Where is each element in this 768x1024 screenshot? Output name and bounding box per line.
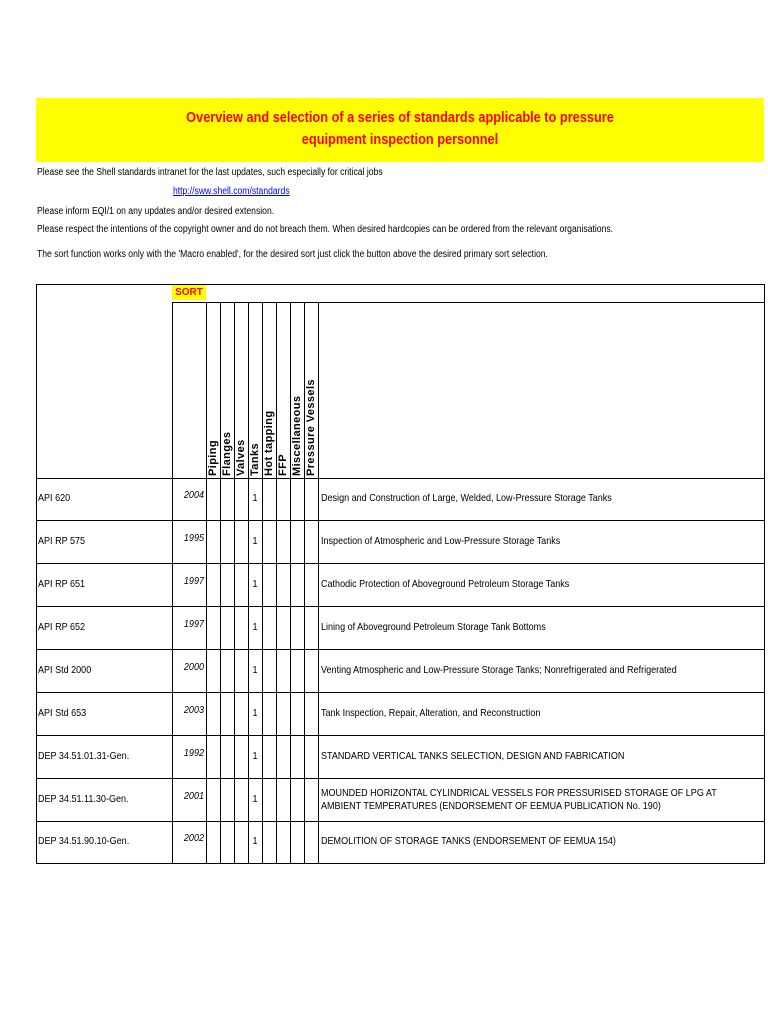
grid-line xyxy=(36,863,764,864)
title-line-1: Overview and selection of a series of standards applicable to pressure xyxy=(186,110,614,126)
standard-description: MOUNDED HORIZONTAL CYLINDRICAL VESSELS FOR PRESSURISED STORAGE OF LPG AT AMBIENT TEMPERATURES (ENDORSEMENT OF EEMUA PUBLICATION No. 190) xyxy=(321,786,717,812)
column-header[interactable] xyxy=(305,304,318,476)
column-header-label: Tanks xyxy=(249,443,261,476)
grid-line xyxy=(318,302,319,864)
standard-description: STANDARD VERTICAL TANKS SELECTION, DESIGN AND FABRICATION xyxy=(321,749,625,762)
standard-code: DEP 34.51.11.30-Gen. xyxy=(38,792,129,805)
standard-description: Venting Atmospheric and Low-Pressure Storage Tanks; Nonrefrigerated and Refrigerated xyxy=(321,663,677,676)
column-header[interactable] xyxy=(221,304,234,476)
column-header[interactable] xyxy=(235,304,248,476)
standard-code: API RP 651 xyxy=(38,577,86,590)
grid-line xyxy=(36,735,764,736)
tanks-flag: 1 xyxy=(252,792,258,805)
sort-button[interactable]: SORT xyxy=(172,285,206,300)
note-inform: Please inform EQI/1 on any updates and/or desired extension. xyxy=(37,206,275,217)
tanks-flag: 1 xyxy=(252,663,258,676)
tanks-flag: 1 xyxy=(252,492,258,504)
grid-line xyxy=(36,649,764,650)
title-banner xyxy=(36,98,764,162)
standard-code: API RP 575 xyxy=(38,534,86,547)
standard-code: API RP 652 xyxy=(38,620,86,633)
grid-line xyxy=(172,302,173,864)
standards-link[interactable]: http://sww.shell.com/standards xyxy=(173,186,290,197)
column-header[interactable] xyxy=(207,304,220,476)
standard-year: 2002 xyxy=(183,832,204,844)
column-header-label: Flanges xyxy=(221,431,233,476)
standard-code: API Std 653 xyxy=(38,706,87,719)
grid-line xyxy=(36,606,764,607)
title-line-2: equipment inspection personnel xyxy=(301,132,499,148)
tanks-flag: 1 xyxy=(252,835,258,847)
standard-year: 1997 xyxy=(183,617,204,630)
grid-line xyxy=(36,284,37,864)
standard-year: 1997 xyxy=(183,574,204,587)
standard-description: Lining of Aboveground Petroleum Storage Tank Bottoms xyxy=(321,620,546,633)
tanks-flag: 1 xyxy=(252,749,258,762)
standard-description: Inspection of Atmospheric and Low-Pressure Storage Tanks xyxy=(321,534,561,547)
standard-code: API 620 xyxy=(38,492,71,504)
tanks-flag: 1 xyxy=(252,534,258,547)
grid-line xyxy=(36,520,764,521)
standard-code: API Std 2000 xyxy=(38,663,92,676)
column-header-label: Piping xyxy=(207,439,219,476)
grid-line xyxy=(36,284,764,285)
grid-line xyxy=(172,302,764,303)
standard-description: DEMOLITION OF STORAGE TANKS (ENDORSEMENT OF EEMUA 154) xyxy=(321,835,616,847)
standard-year: 2000 xyxy=(183,660,204,673)
grid-line xyxy=(36,478,764,479)
tanks-flag: 1 xyxy=(252,620,258,633)
tanks-flag: 1 xyxy=(252,577,258,590)
column-header-label: Pressure Vessels xyxy=(305,379,317,476)
grid-line xyxy=(36,563,764,564)
tanks-flag: 1 xyxy=(252,706,258,719)
standard-description: Design and Construction of Large, Welded, Low-Pressure Storage Tanks xyxy=(321,492,612,504)
column-header[interactable] xyxy=(263,304,276,476)
standard-code: DEP 34.51.01.31-Gen. xyxy=(38,749,130,762)
column-header-label: Miscellaneous xyxy=(291,395,303,476)
standard-description: Tank Inspection, Repair, Alteration, and Reconstruction xyxy=(321,706,541,719)
standard-description: Cathodic Protection of Aboveground Petroleum Storage Tanks xyxy=(321,577,570,590)
standard-year: 1992 xyxy=(183,746,204,759)
column-header-label: FFP xyxy=(277,454,289,476)
standard-code: DEP 34.51.90.10-Gen. xyxy=(38,835,130,847)
column-header[interactable] xyxy=(291,304,304,476)
standard-year: 1995 xyxy=(183,531,204,544)
column-header-label: Hot tapping xyxy=(263,410,275,476)
column-header[interactable] xyxy=(249,304,262,476)
grid-line xyxy=(764,284,765,864)
grid-line xyxy=(36,778,764,779)
standard-year: 2003 xyxy=(183,703,204,716)
note-intranet: Please see the Shell standards intranet for the last updates, such especially for critical jobs xyxy=(37,167,383,178)
note-sort-info: The sort function works only with the 'Macro enabled', for the desired sort just click the button above the desired primary sort selection. xyxy=(37,249,548,260)
standard-year: 2001 xyxy=(183,789,204,802)
grid-line xyxy=(36,692,764,693)
grid-line xyxy=(36,821,764,822)
column-header-label: Valves xyxy=(235,439,247,476)
note-copyright: Please respect the intentions of the copyright owner and do not breach them. When desired hardcopies can be ordered from the relevant organisations. xyxy=(37,224,614,235)
standard-year: 2004 xyxy=(183,489,204,501)
standards-table xyxy=(36,284,764,864)
column-header[interactable] xyxy=(277,304,290,476)
